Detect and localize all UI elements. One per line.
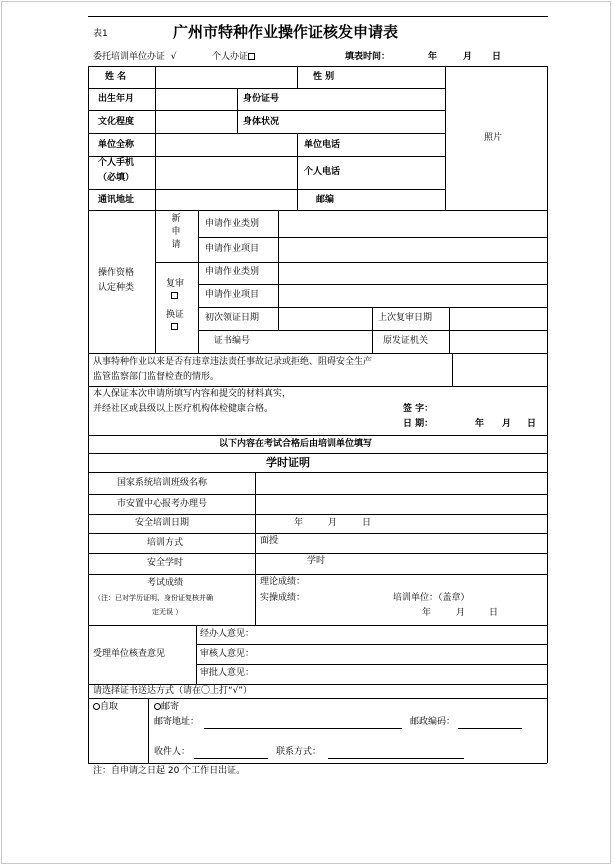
train-date-label: 安全培训日期 — [135, 518, 190, 528]
declaration-month: 月 — [502, 419, 512, 429]
review-option[interactable]: 复审 — [166, 280, 184, 301]
self-pickup-option[interactable]: 自取 — [93, 703, 118, 712]
practice-score-label: 实操成绩： — [260, 593, 306, 603]
reg-no-label: 市安置中心报考办理号 — [117, 499, 208, 509]
personal-phone-label: 个人电话 — [304, 167, 341, 177]
gender-label: 性 别 — [313, 72, 335, 82]
name-label: 姓 名 — [105, 72, 127, 82]
mail-address-field[interactable] — [204, 728, 402, 729]
id-card-label: 身份证号 — [243, 94, 280, 104]
mobile-label-line1: 个人手机 — [98, 158, 135, 168]
last-review-label: 上次复审日期 — [378, 313, 433, 323]
qualification-label-line1: 操作资格 — [98, 268, 135, 278]
promise-line1: 本人保证本次申请所填写内容和提交的材料真实， — [93, 389, 292, 399]
method-label: 培训方式 — [147, 538, 184, 548]
issuer-label: 原发证机关 — [383, 336, 429, 346]
new-item-label: 申请作业项目 — [205, 244, 260, 254]
review-unit-label: 受理单位核查意见 — [93, 649, 166, 659]
fill-date-label: 填表时间： — [345, 52, 391, 62]
checkbox-icon — [171, 292, 178, 299]
mail-option[interactable]: 邮寄 — [154, 703, 179, 712]
declaration-date-label: 日 期： — [403, 419, 434, 429]
table-label: 表1 — [93, 29, 108, 39]
method-value: 面授 — [260, 536, 279, 546]
declaration-day: 日 — [527, 419, 537, 429]
mail-postcode-field[interactable] — [458, 728, 522, 729]
fill-date-day: 日 — [492, 52, 502, 62]
footer-note: 注：自申请之日起 20 个工作日出证。 — [93, 766, 246, 776]
apply-mode-personal[interactable]: 个人办证 — [212, 53, 255, 62]
fill-date-year: 年 — [428, 52, 438, 62]
top-rule — [88, 16, 548, 17]
contact-field[interactable] — [328, 758, 464, 759]
handler-opinion-label: 经办人意见： — [200, 629, 255, 639]
class-name-label: 国家系统培训班级名称 — [117, 478, 208, 488]
address-label: 通讯地址 — [98, 195, 135, 205]
page-title: 广州市特种作业操作证核发申请表 — [173, 23, 399, 41]
birth-label: 出生年月 — [98, 94, 135, 104]
review-item-label: 申请作业项目 — [205, 290, 260, 300]
contact-label: 联系方式： — [276, 747, 322, 757]
replace-option[interactable]: 换证 — [166, 311, 184, 332]
train-date-day: 日 — [362, 518, 372, 528]
declaration-year: 年 — [475, 419, 485, 429]
hours-unit: 学时 — [307, 556, 326, 566]
sign-label: 签 字： — [403, 404, 434, 414]
company-label: 单位全称 — [98, 140, 135, 150]
hours-label: 安全学时 — [147, 558, 184, 568]
score-label: 考试成绩 — [147, 578, 184, 588]
recipient-field[interactable] — [194, 758, 268, 759]
mobile-label-line2: （必填） — [98, 173, 135, 183]
apply-mode-unit: 委托培训单位办证 √ — [93, 52, 177, 62]
education-label: 文化程度 — [98, 117, 135, 127]
train-date-month: 月 — [328, 518, 338, 528]
approver-opinion-label: 审批人意见： — [200, 668, 255, 678]
theory-score-label: 理论成绩： — [260, 577, 306, 587]
checker-opinion-label: 审核人意见： — [200, 649, 255, 659]
new-category-label: 申请作业类别 — [205, 219, 260, 229]
training-year: 年 — [422, 608, 432, 618]
radio-circle-icon — [154, 703, 161, 710]
promise-line2: 并经社区或县级以上医疗机构体检健康合格。 — [93, 404, 274, 414]
violation-question-line2: 监管监察部门监督检查的情形。 — [93, 372, 220, 382]
score-note-line2: 定无误 ） — [152, 608, 183, 616]
train-date-year: 年 — [294, 518, 304, 528]
health-label: 身体状况 — [243, 117, 280, 127]
recipient-label: 收件人： — [154, 747, 191, 757]
fill-date-month: 月 — [463, 52, 473, 62]
radio-circle-icon — [93, 703, 100, 710]
company-phone-label: 单位电话 — [304, 140, 341, 150]
checkbox-icon — [171, 323, 178, 330]
training-month: 月 — [456, 608, 466, 618]
new-apply-label: 新申请 — [171, 214, 181, 250]
training-unit-stamp: 培训单位：（盖章） — [393, 593, 470, 603]
mail-postcode-label: 邮政编码： — [410, 717, 456, 727]
qualification-label-line2: 认定种类 — [98, 283, 135, 293]
delivery-instruction: 请选择证书送达方式（请在〇上打“√”） — [93, 686, 253, 696]
postcode-label: 邮编 — [316, 195, 335, 205]
page-border — [1, 1, 611, 864]
checkbox-icon — [248, 53, 255, 60]
first-date-label: 初次领证日期 — [205, 313, 260, 323]
score-note-line1: （注：已对学历证明、身份证复核并确 — [94, 594, 213, 602]
training-day: 日 — [489, 608, 499, 618]
violation-question-line1: 从事特种作业以来是否有违章违法责任事故记录或拒绝、阻碍安全生产 — [93, 357, 373, 367]
hours-certificate-title: 学时证明 — [266, 456, 310, 469]
cert-no-label: 证书编号 — [214, 336, 251, 346]
photo-placeholder: 照片 — [484, 133, 503, 143]
mail-address-label: 邮寄地址： — [154, 717, 200, 727]
review-category-label: 申请作业类别 — [205, 267, 260, 277]
training-notice: 以下内容在考试合格后由培训单位填写 — [219, 439, 373, 449]
